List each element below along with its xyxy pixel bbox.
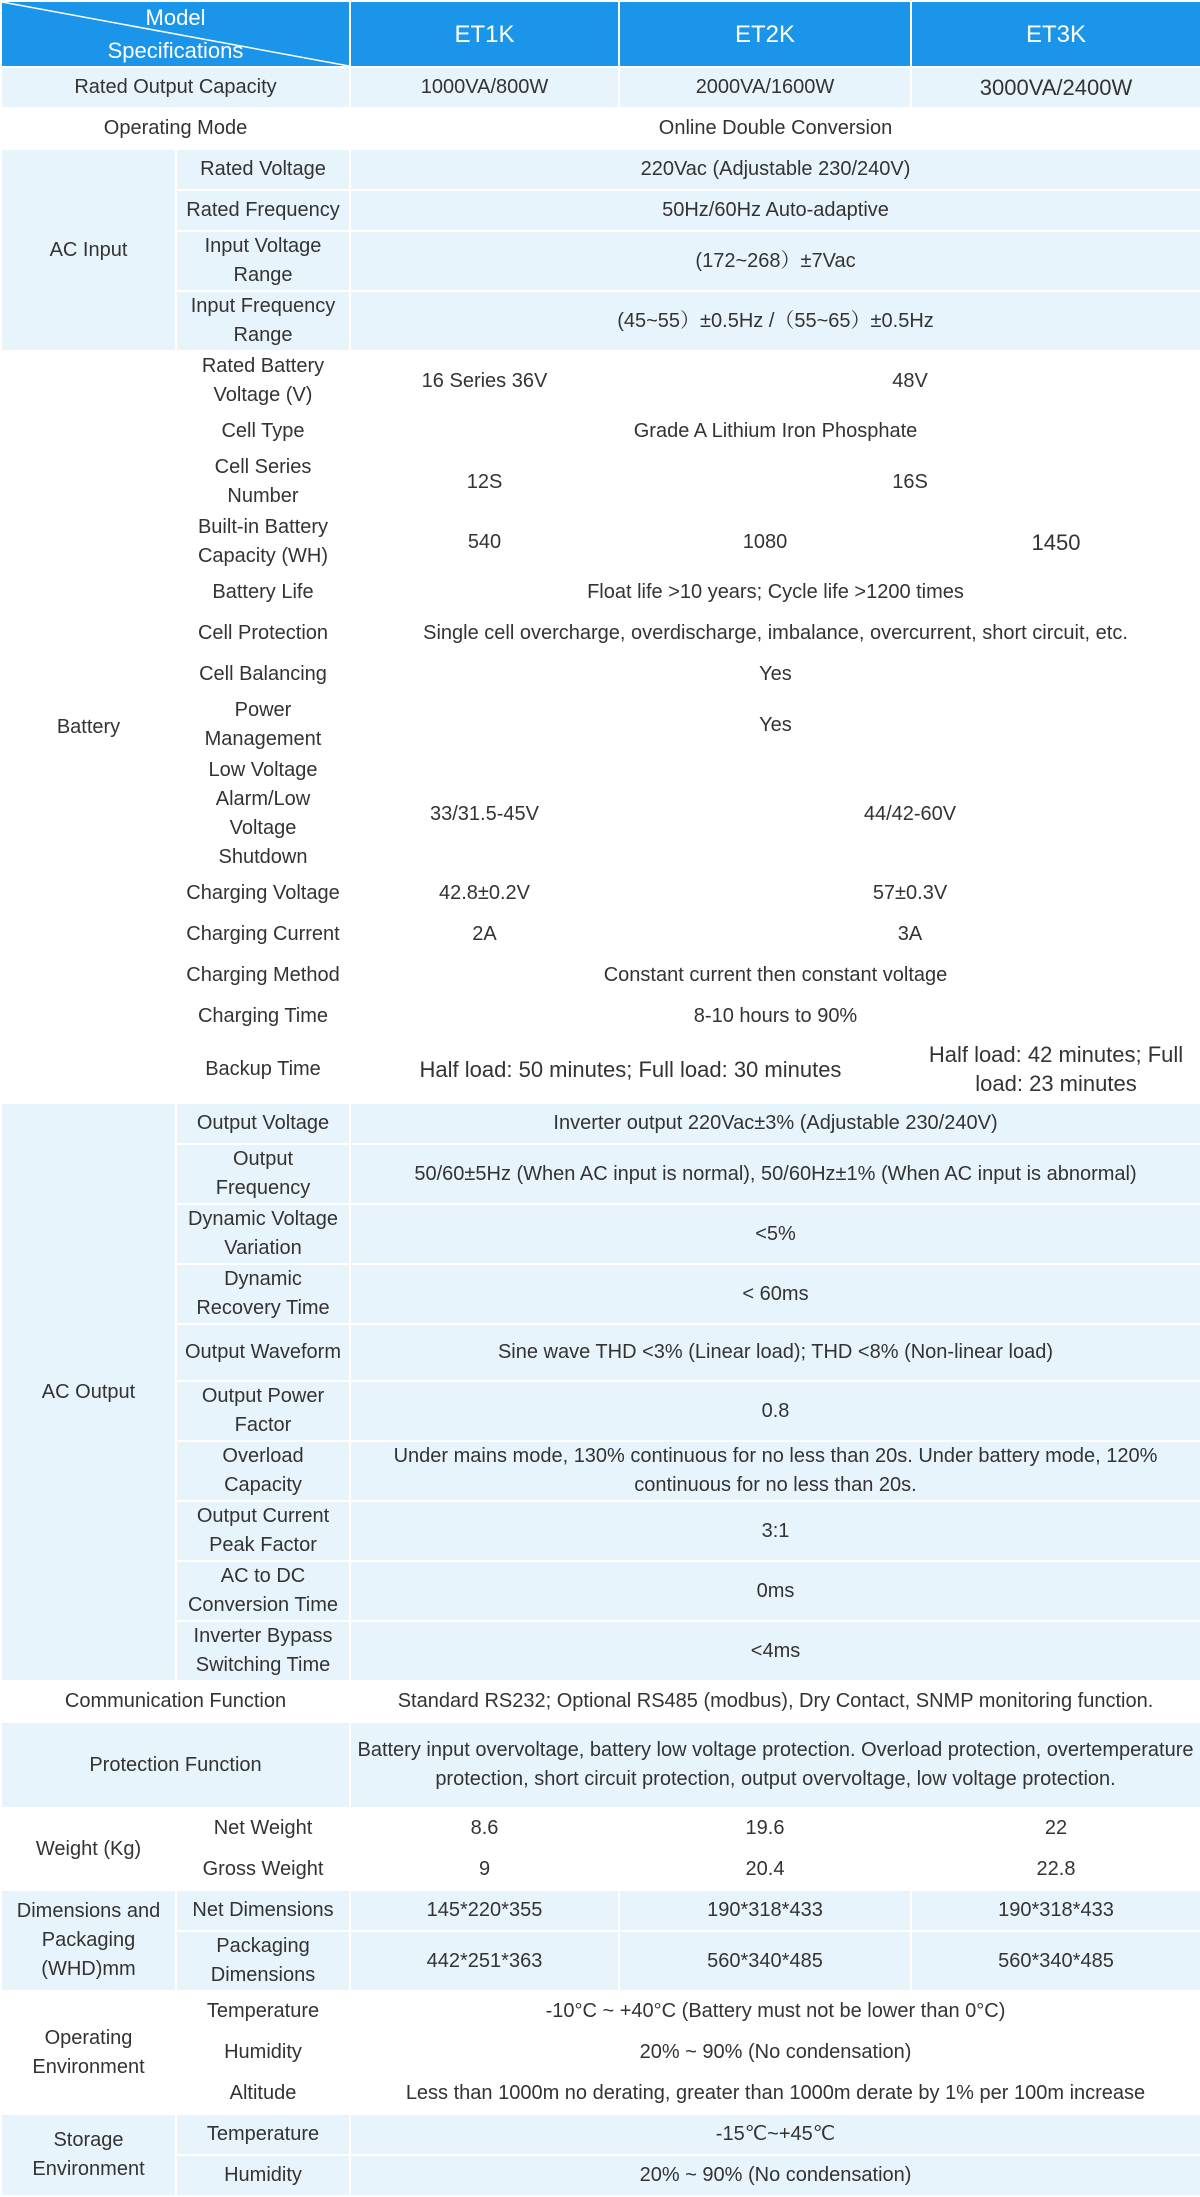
table-row [1, 695, 1200, 755]
row-label: Packaging Dimensions [176, 1931, 350, 1991]
row-label: Battery Life [176, 572, 350, 613]
row-label: Power Management [176, 695, 350, 755]
specifications-label: Specifications [107, 38, 244, 63]
row-label: Backup Time [176, 1037, 350, 1101]
row-label: Dynamic Recovery Time [176, 1264, 350, 1324]
table-row [1, 2032, 1200, 2073]
cell-value: Battery input overvoltage, battery low voltage protection. Overload protection, overtemperature protection, short circuit protection, output overvoltage, low voltage protection. [350, 1722, 1200, 1808]
table-row [1, 1931, 1200, 1991]
group-label-storage-environment: Storage Environment [1, 2114, 176, 2196]
cell-value: 20% ~ 90% (No condensation) [350, 2032, 1200, 2073]
cell-value: Under mains mode, 130% continuous for no less than 20s. Under battery mode, 120% continuous for no less than 20s. [350, 1441, 1200, 1501]
cell-value: 22.8 [911, 1849, 1200, 1890]
table-row [1, 996, 1200, 1037]
row-label: Rated Output Capacity [1, 67, 350, 108]
table-row [1, 1501, 1200, 1561]
cell-value: -15℃~+45℃ [350, 2114, 1200, 2155]
table-row [1, 2155, 1200, 2196]
row-label: Cell Protection [176, 613, 350, 654]
cell-value: Half load: 42 minutes; Full load: 23 minutes [911, 1037, 1200, 1101]
table-row [1, 755, 1200, 873]
cell-value: <4ms [350, 1621, 1200, 1681]
cell-value: Standard RS232; Optional RS485 (modbus), Dry Contact, SNMP monitoring function. [350, 1681, 1200, 1722]
cell-value: 1000VA/800W [350, 67, 619, 108]
cell-value: 8-10 hours to 90% [350, 996, 1200, 1037]
row-label: Input Voltage Range [176, 231, 350, 291]
table-row [1, 1324, 1200, 1381]
cell-value: Sine wave THD <3% (Linear load); THD <8% (Non-linear load) [350, 1324, 1200, 1381]
cell-value: Less than 1000m no derating, greater than 1000m derate by 1% per 100m increase [350, 2073, 1200, 2114]
table-row [1, 67, 1200, 108]
row-label: Cell Type [176, 411, 350, 452]
table-row [1, 914, 1200, 955]
cell-value: Inverter output 220Vac±3% (Adjustable 230/240V) [350, 1103, 1200, 1144]
table-row [1, 149, 1200, 190]
cell-value: Grade A Lithium Iron Phosphate [350, 411, 1200, 452]
row-label: Communication Function [1, 1681, 350, 1722]
row-label: Output Waveform [176, 1324, 350, 1381]
group-label-ac-input: AC Input [1, 149, 176, 351]
cell-value: 3:1 [350, 1501, 1200, 1561]
cell-value: Float life >10 years; Cycle life >1200 times [350, 572, 1200, 613]
table-row [1, 190, 1200, 231]
table-row [1, 1037, 1200, 1101]
row-label: Protection Function [1, 1722, 350, 1808]
table-row [1, 231, 1200, 291]
row-label: Net Weight [176, 1808, 350, 1849]
row-label: Rated Voltage [176, 149, 350, 190]
row-label: Overload Capacity [176, 1441, 350, 1501]
table-row [1, 452, 1200, 512]
cell-value: Yes [350, 695, 1200, 755]
model-et3k-header: ET3K [911, 1, 1200, 67]
table-row [1, 955, 1200, 996]
cell-value: 0ms [350, 1561, 1200, 1621]
row-label: Temperature [176, 1991, 350, 2032]
table-row [1, 1103, 1200, 1144]
table-row [1, 1561, 1200, 1621]
table-row [1, 1890, 1200, 1931]
table-row [1, 1722, 1200, 1808]
row-label: Input Frequency Range [176, 291, 350, 351]
cell-value: Online Double Conversion [350, 108, 1200, 149]
row-label: AC to DC Conversion Time [176, 1561, 350, 1621]
row-label: Inverter Bypass Switching Time [176, 1621, 350, 1681]
table-row [1, 572, 1200, 613]
table-row [1, 1441, 1200, 1501]
row-label: Charging Time [176, 996, 350, 1037]
cell-value: 190*318*433 [911, 1890, 1200, 1931]
table-row [1, 108, 1200, 149]
table-row [1, 291, 1200, 351]
cell-value: 560*340*485 [911, 1931, 1200, 1991]
model-et2k-header: ET2K [619, 1, 911, 67]
row-label: Dynamic Voltage Variation [176, 1204, 350, 1264]
header-diagonal-cell [1, 1, 350, 67]
table-row [1, 1991, 1200, 2032]
row-label: Built-in Battery Capacity (WH) [176, 512, 350, 572]
cell-value: <5% [350, 1204, 1200, 1264]
table-row [1, 873, 1200, 914]
row-label: Output Current Peak Factor [176, 1501, 350, 1561]
cell-value: -10°C ~ +40°C (Battery must not be lower than 0°C) [350, 1991, 1200, 2032]
group-label-operating-environment: Operating Environment [1, 1991, 176, 2114]
row-label: Cell Series Number [176, 452, 350, 512]
cell-value: 1450 [911, 512, 1200, 572]
row-label: Rated Frequency [176, 190, 350, 231]
cell-value: 20% ~ 90% (No condensation) [350, 2155, 1200, 2196]
row-label: Humidity [176, 2155, 350, 2196]
row-label: Cell Balancing [176, 654, 350, 695]
cell-value: Half load: 50 minutes; Full load: 30 minutes [350, 1037, 911, 1101]
cell-value: 0.8 [350, 1381, 1200, 1441]
cell-value: 190*318*433 [619, 1890, 911, 1931]
cell-value: 560*340*485 [619, 1931, 911, 1991]
row-label: Charging Method [176, 955, 350, 996]
row-label: Gross Weight [176, 1849, 350, 1890]
row-label: Output Frequency [176, 1144, 350, 1204]
row-label: Temperature [176, 2114, 350, 2155]
cell-value: 44/42-60V [619, 755, 1200, 873]
table-row [1, 411, 1200, 452]
row-label: Charging Current [176, 914, 350, 955]
row-label: Rated Battery Voltage (V) [176, 351, 350, 411]
row-label: Output Voltage [176, 1103, 350, 1144]
group-label-dimensions: Dimensions and Packaging (WHD)mm [1, 1890, 176, 1991]
cell-value: 19.6 [619, 1808, 911, 1849]
cell-value: 2000VA/1600W [619, 67, 911, 108]
cell-value: 16 Series 36V [350, 351, 619, 411]
row-label: Humidity [176, 2032, 350, 2073]
cell-value: 50/60±5Hz (When AC input is normal), 50/60Hz±1% (When AC input is abnormal) [350, 1144, 1200, 1204]
model-et1k-header: ET1K [350, 1, 619, 67]
cell-value: 3A [619, 914, 1200, 955]
row-label: Operating Mode [1, 108, 350, 149]
cell-value: 442*251*363 [350, 1931, 619, 1991]
table-row [1, 2114, 1200, 2155]
cell-value: 1080 [619, 512, 911, 572]
row-label: Net Dimensions [176, 1890, 350, 1931]
table-row [1, 1621, 1200, 1681]
row-label: Altitude [176, 2073, 350, 2114]
cell-value: 50Hz/60Hz Auto-adaptive [350, 190, 1200, 231]
table-row [1, 654, 1200, 695]
cell-value: 540 [350, 512, 619, 572]
table-row [1, 1381, 1200, 1441]
table-row [1, 1681, 1200, 1722]
cell-value: 33/31.5-45V [350, 755, 619, 873]
table-row [1, 1808, 1200, 1849]
cell-value: (172~268）±7Vac [350, 231, 1200, 291]
table-row [1, 1264, 1200, 1324]
cell-value: 9 [350, 1849, 619, 1890]
cell-value: 12S [350, 452, 619, 512]
table-row [1, 1144, 1200, 1204]
cell-value: 42.8±0.2V [350, 873, 619, 914]
cell-value: 16S [619, 452, 1200, 512]
cell-value: 22 [911, 1808, 1200, 1849]
cell-value: Constant current then constant voltage [350, 955, 1200, 996]
cell-value: Single cell overcharge, overdischarge, imbalance, overcurrent, short circuit, etc. [350, 613, 1200, 654]
cell-value: 145*220*355 [350, 1890, 619, 1931]
cell-value: Yes [350, 654, 1200, 695]
cell-value: 3000VA/2400W [911, 67, 1200, 108]
table-row [1, 351, 1200, 411]
cell-value: < 60ms [350, 1264, 1200, 1324]
cell-value: 48V [619, 351, 1200, 411]
table-row [1, 1204, 1200, 1264]
group-label-ac-output: AC Output [1, 1103, 176, 1681]
table-row [1, 613, 1200, 654]
cell-value: (45~55）±0.5Hz /（55~65）±0.5Hz [350, 291, 1200, 351]
row-label: Low Voltage Alarm/Low Voltage Shutdown [176, 755, 350, 873]
group-label-battery: Battery [1, 351, 176, 1103]
model-label: Model [145, 5, 206, 30]
group-label-weight: Weight (Kg) [1, 1808, 176, 1890]
cell-value: 8.6 [350, 1808, 619, 1849]
table-row [1, 512, 1200, 572]
cell-value: 57±0.3V [619, 873, 1200, 914]
cell-value: 220Vac (Adjustable 230/240V) [350, 149, 1200, 190]
row-label: Charging Voltage [176, 873, 350, 914]
table-row [1, 2073, 1200, 2114]
row-label: Output Power Factor [176, 1381, 350, 1441]
table-row [1, 1849, 1200, 1890]
header-row [1, 1, 1200, 67]
cell-value: 20.4 [619, 1849, 911, 1890]
cell-value: 2A [350, 914, 619, 955]
